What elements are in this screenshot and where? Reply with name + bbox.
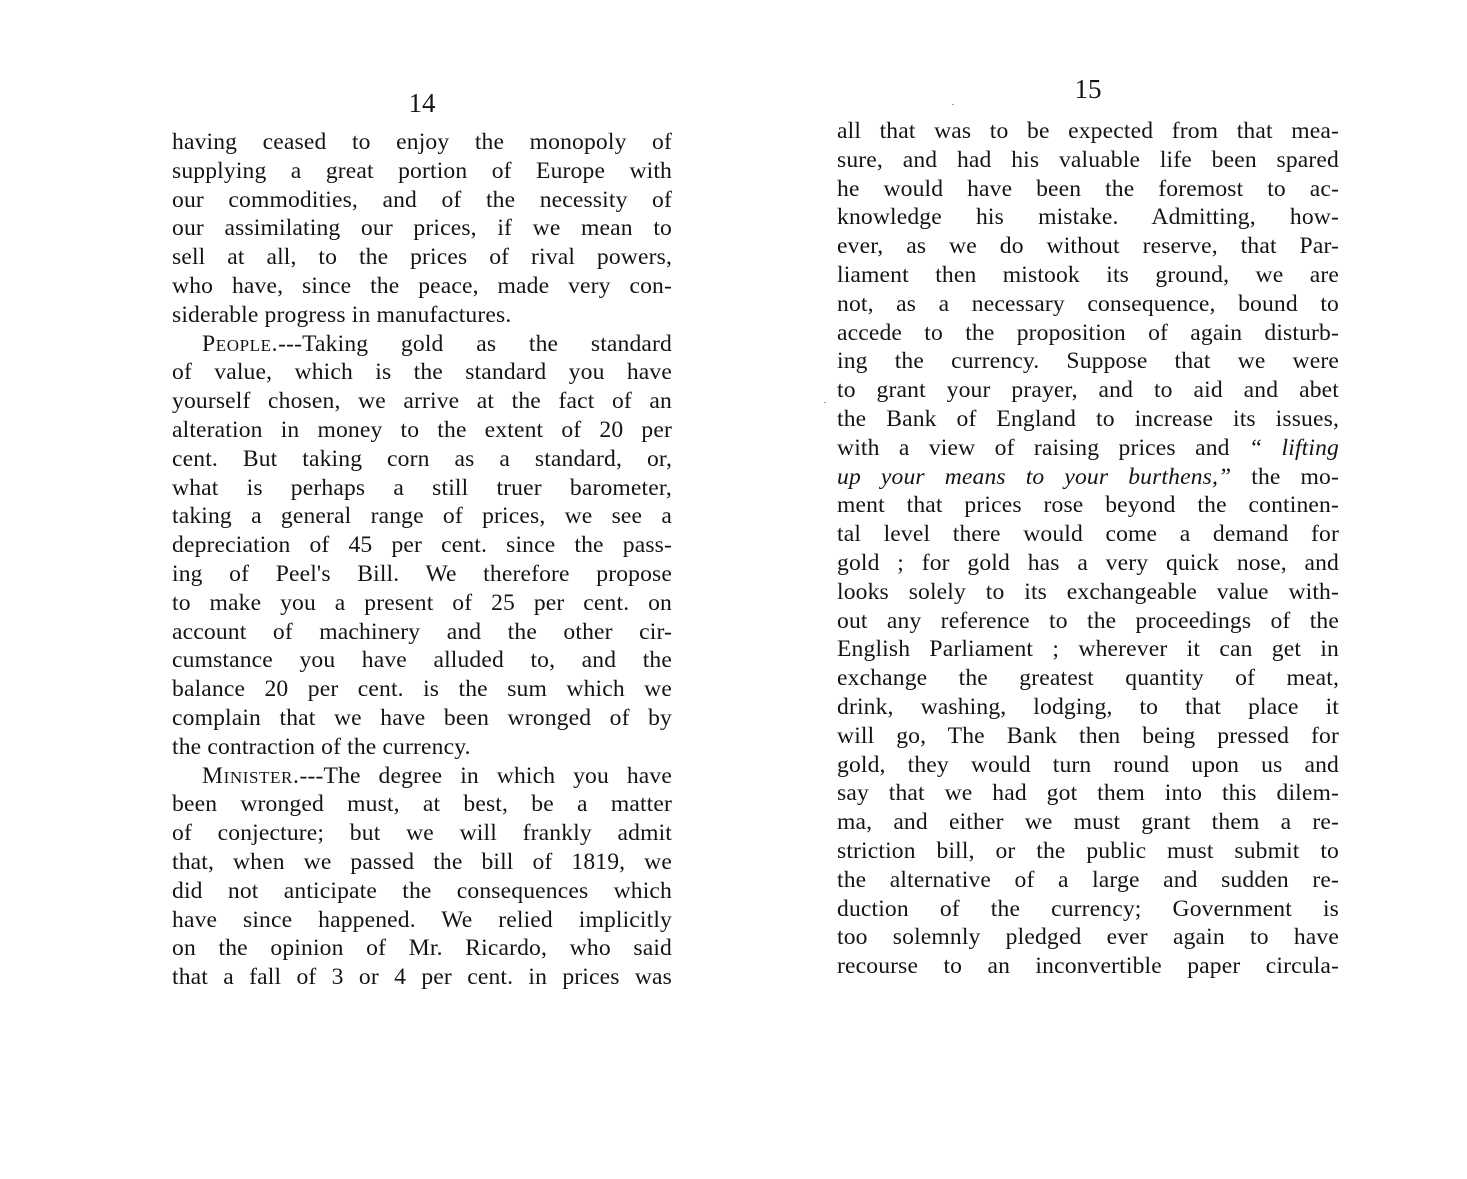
text-line: having ceased to enjoy the monopoly of xyxy=(172,129,672,155)
text-line: to make you a present of 25 per cent. on xyxy=(172,589,672,616)
text-line: striction bill, or the public must submit to xyxy=(837,837,1339,864)
text-line: on the opinion of Mr. Ricardo, who said xyxy=(172,935,672,962)
text-line: balance 20 per cent. is the sum which we xyxy=(172,676,672,703)
text-line xyxy=(172,762,672,791)
text-line xyxy=(172,330,672,359)
text-line: what is perhaps a still truer barometer, xyxy=(172,474,672,501)
text-line: too solemnly pledged ever again to have xyxy=(837,924,1339,951)
text-line xyxy=(837,463,1339,492)
text-line: account of machinery and the other cir- xyxy=(172,618,672,645)
text-line: exchange the greatest quantity of meat, xyxy=(837,665,1339,692)
text-line: ing of Peel's Bill. We therefore propose xyxy=(172,560,672,587)
text-line: siderable progress in manufactures. xyxy=(172,301,512,328)
text-line: yourself chosen, we arrive at the fact of an xyxy=(172,388,672,415)
page-text xyxy=(837,117,1339,981)
text-line: ment that prices rose beyond the continen- xyxy=(837,492,1339,519)
text-line: our assimilating our prices, if we mean to xyxy=(172,215,672,242)
text-line: drink, washing, lodging, to that place it xyxy=(837,693,1339,720)
text-line: sell at all, to the prices of rival powers, xyxy=(172,244,672,271)
text-line: alteration in money to the extent of 20 per xyxy=(172,416,672,443)
text-line: English Parliament ; wherever it can get in xyxy=(837,636,1339,663)
page-text xyxy=(172,128,672,992)
text-line: all that was to be expected from that mea- xyxy=(837,118,1339,144)
text-line: the Bank of England to increase its issues, xyxy=(837,405,1339,432)
text-line: that a fall of 3 or 4 per cent. in prices was xyxy=(172,964,672,991)
text-line: accede to the proposition of again disturb- xyxy=(837,319,1339,346)
text-line: that, when we passed the bill of 1819, we xyxy=(172,848,672,875)
text-line: cent. But taking corn as a standard, or, xyxy=(172,445,672,472)
text-line: duction of the currency; Government is xyxy=(837,895,1339,922)
text-line: say that we had got them into this dilem- xyxy=(837,780,1339,807)
text-line: out any reference to the proceedings of the xyxy=(837,607,1339,634)
text-line: not, as a necessary consequence, bound to xyxy=(837,290,1339,317)
text-line: will go, The Bank then being pressed for xyxy=(837,722,1339,749)
text-line: he would have been the foremost to ac- xyxy=(837,175,1339,202)
text-line: liament then mistook its ground, we are xyxy=(837,261,1339,288)
text-line: our commodities, and of the necessity of xyxy=(172,186,672,213)
text-line: to grant your prayer, and to aid and abet xyxy=(837,377,1339,404)
paper-speck xyxy=(952,104,954,105)
speaker-name: People. xyxy=(202,330,279,357)
line-text: with a view of raising prices and xyxy=(837,434,1249,461)
speech-text: ---Taking gold as the standard xyxy=(278,330,672,357)
paper-speck xyxy=(824,402,826,403)
text-line: tal level there would come a demand for xyxy=(837,521,1339,548)
quoted-phrase: up your means to your burthens,” xyxy=(837,463,1232,490)
text-line: depreciation of 45 per cent. since the pass- xyxy=(172,532,672,559)
speech-text: ---The degree in which you have xyxy=(299,762,672,789)
text-line: ma, and either we must grant them a re- xyxy=(837,809,1339,836)
text-line: of value, which is the standard you have xyxy=(172,359,672,386)
text-line: supplying a great portion of Europe with xyxy=(172,157,672,184)
text-line: complain that we have been wronged of by xyxy=(172,704,672,731)
text-line: been wronged must, at best, be a matter xyxy=(172,791,672,818)
speaker-name: Minister. xyxy=(202,762,300,789)
text-line: ever, as we do without reserve, that Par- xyxy=(837,233,1339,260)
text-line: looks solely to its exchangeable value with- xyxy=(837,578,1339,605)
text-line: ing the currency. Suppose that we were xyxy=(837,348,1339,375)
text-line: the alternative of a large and sudden re- xyxy=(837,866,1339,893)
line-text: the mo- xyxy=(1231,463,1339,490)
text-line xyxy=(837,434,1339,463)
text-line: have since happened. We relied implicitly xyxy=(172,906,672,933)
text-line: sure, and had his valuable life been spared xyxy=(837,146,1339,173)
quoted-phrase: “ lifting xyxy=(1248,434,1339,461)
text-line: gold ; for gold has a very quick nose, and xyxy=(837,549,1339,576)
text-line: of conjecture; but we will frankly admit xyxy=(172,820,672,847)
text-line: taking a general range of prices, we see a xyxy=(172,503,672,530)
text-line: who have, since the peace, made very con- xyxy=(172,272,672,299)
text-line: recourse to an inconvertible paper circula- xyxy=(837,953,1339,980)
text-line: cumstance you have alluded to, and the xyxy=(172,647,672,674)
text-line: did not anticipate the consequences which xyxy=(172,877,672,904)
page-number: 15 xyxy=(1074,74,1102,104)
text-line: the contraction of the currency. xyxy=(172,733,471,760)
text-line: gold, they would turn round upon us and xyxy=(837,751,1339,778)
page-number: 14 xyxy=(408,88,436,118)
text-line: knowledge his mistake. Admitting, how- xyxy=(837,204,1339,231)
